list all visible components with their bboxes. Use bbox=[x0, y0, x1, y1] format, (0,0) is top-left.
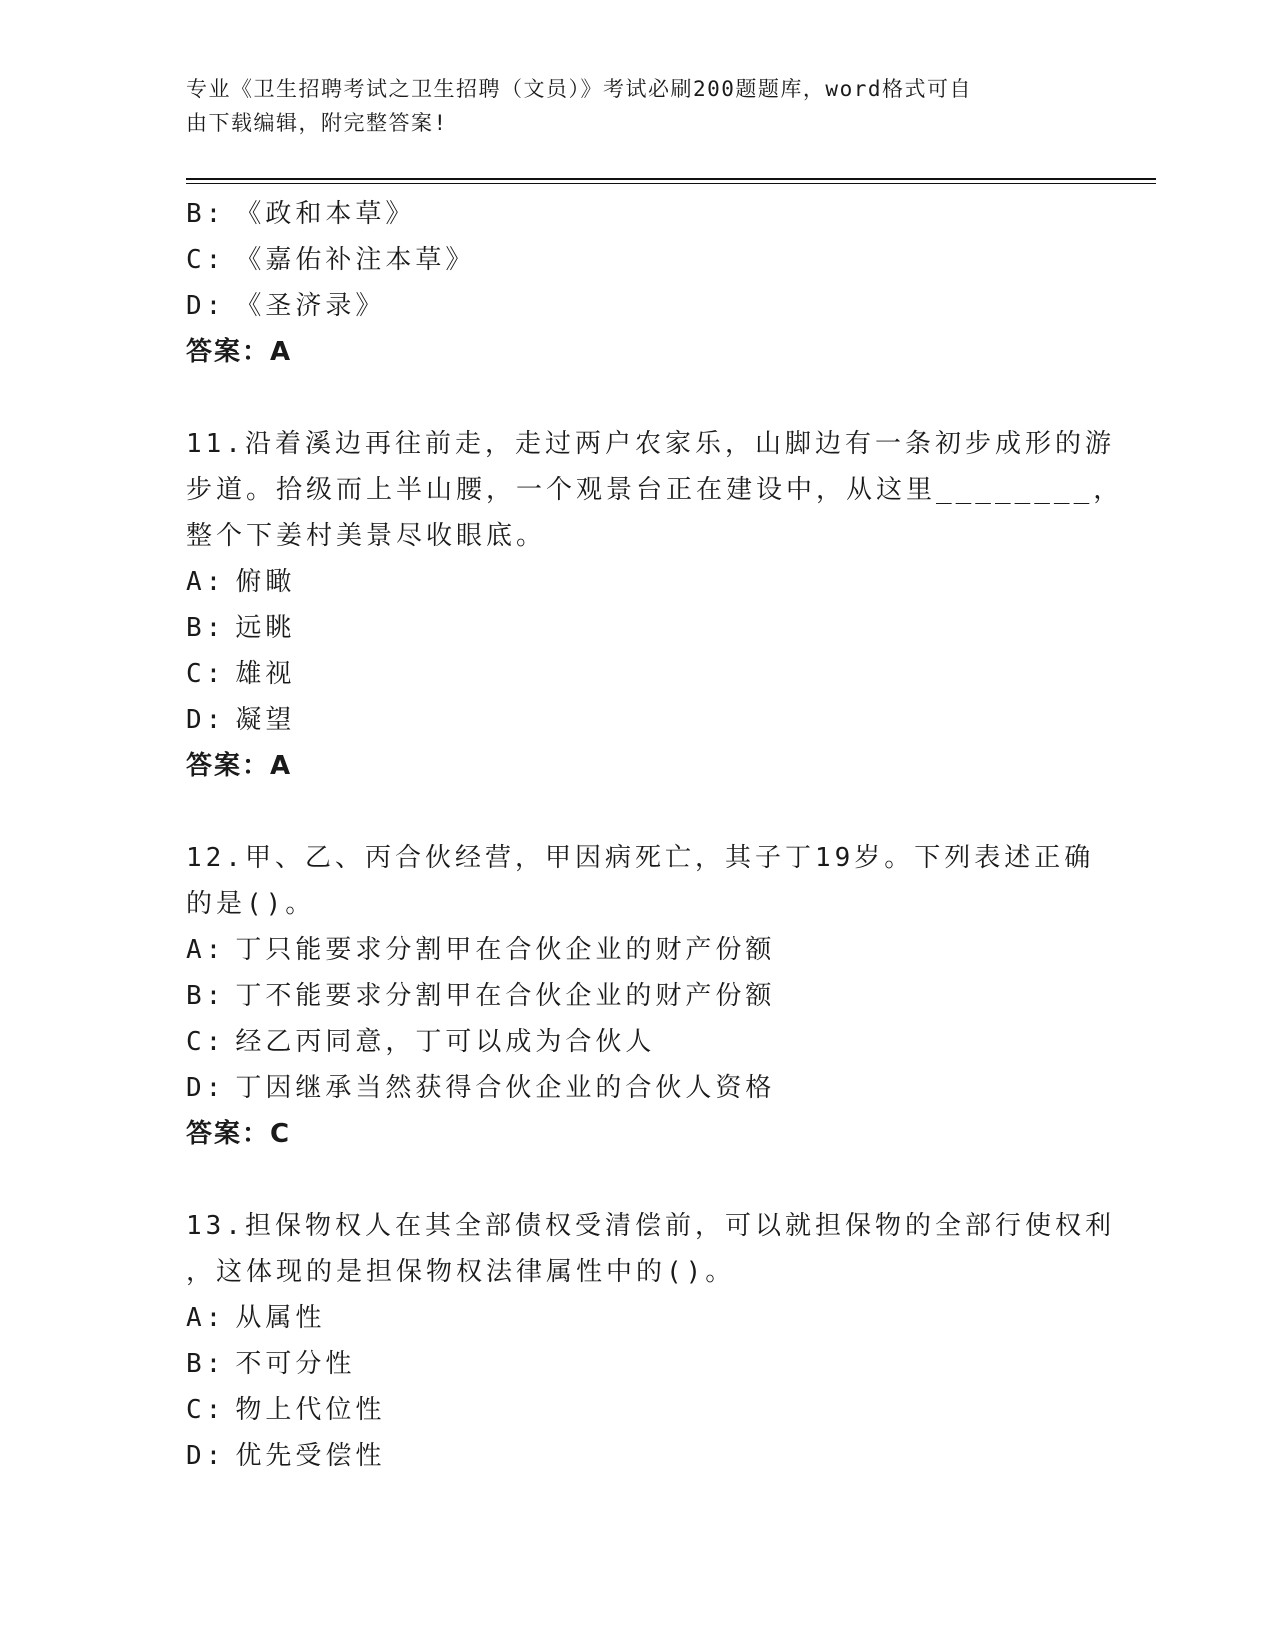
answer-line: 答案：A bbox=[186, 337, 293, 367]
document-body bbox=[186, 191, 1124, 1479]
option-text: 远眺 bbox=[235, 613, 296, 643]
option-letter: D: bbox=[186, 1073, 226, 1103]
option-letter: C: bbox=[186, 1027, 226, 1057]
header-line-1: 专业《卫生招聘考试之卫生招聘（文员）》考试必刷200题题库，word格式可自 bbox=[186, 77, 972, 101]
option-text: 《政和本草》 bbox=[235, 199, 416, 229]
option-text: 不可分性 bbox=[235, 1349, 356, 1379]
option-row bbox=[186, 283, 1086, 329]
option-text: 丁因继承当然获得合伙企业的合伙人资格 bbox=[235, 1073, 776, 1103]
spacer bbox=[186, 1157, 1086, 1203]
question-text-line: 整个下姜村美景尽收眼底。 bbox=[186, 521, 547, 551]
option-row bbox=[186, 191, 1086, 237]
option-letter: B: bbox=[186, 613, 226, 643]
option-text: 丁只能要求分割甲在合伙企业的财产份额 bbox=[235, 935, 776, 965]
option-text: 丁不能要求分割甲在合伙企业的财产份额 bbox=[235, 981, 776, 1011]
option-letter: B: bbox=[186, 1349, 226, 1379]
question-text-line: 13.担保物权人在其全部债权受清偿前，可以就担保物的全部行使权利 bbox=[186, 1211, 1115, 1241]
spacer bbox=[186, 789, 1086, 835]
option-letter: A: bbox=[186, 1303, 226, 1333]
option-row bbox=[186, 1019, 1086, 1065]
option-letter: D: bbox=[186, 1441, 226, 1471]
answer-line: 答案：A bbox=[186, 751, 293, 781]
option-row bbox=[186, 1341, 1086, 1387]
option-letter: C: bbox=[186, 245, 226, 275]
option-row bbox=[186, 651, 1086, 697]
option-row bbox=[186, 559, 1086, 605]
option-letter: D: bbox=[186, 705, 226, 735]
option-text: 优先受偿性 bbox=[235, 1441, 386, 1471]
option-row bbox=[186, 1433, 1086, 1479]
question-text-line: ，这体现的是担保物权法律属性中的()。 bbox=[186, 1257, 736, 1287]
option-row bbox=[186, 1295, 1086, 1341]
option-letter: C: bbox=[186, 659, 226, 689]
option-text: 物上代位性 bbox=[235, 1395, 386, 1425]
option-letter: C: bbox=[186, 1395, 226, 1425]
question-text-line: 12.甲、乙、丙合伙经营，甲因病死亡，其子丁19岁。下列表述正确 bbox=[186, 843, 1095, 873]
option-text: 从属性 bbox=[235, 1303, 326, 1333]
header-line-2: 由下载编辑，附完整答案! bbox=[186, 111, 448, 135]
spacer bbox=[186, 375, 1086, 421]
option-letter: A: bbox=[186, 935, 226, 965]
header-divider-thin bbox=[186, 183, 1156, 184]
option-row bbox=[186, 927, 1086, 973]
option-letter: A: bbox=[186, 567, 226, 597]
question-13 bbox=[186, 1203, 1115, 1479]
option-letter: B: bbox=[186, 199, 226, 229]
question-11 bbox=[186, 421, 1124, 789]
question-text-line: 步道。拾级而上半山腰，一个观景台正在建设中，从这里________， bbox=[186, 475, 1124, 505]
option-text: 俯瞰 bbox=[235, 567, 296, 597]
header-divider-thick bbox=[186, 178, 1156, 180]
option-text: 经乙丙同意，丁可以成为合伙人 bbox=[235, 1027, 656, 1057]
question-text-line: 的是()。 bbox=[186, 889, 316, 919]
option-letter: D: bbox=[186, 291, 226, 321]
document-header bbox=[186, 72, 1066, 140]
option-letter: B: bbox=[186, 981, 226, 1011]
option-row bbox=[186, 697, 1086, 743]
option-text: 凝望 bbox=[235, 705, 296, 735]
option-text: 雄视 bbox=[235, 659, 296, 689]
option-text: 《嘉佑补注本草》 bbox=[235, 245, 476, 275]
option-text: 《圣济录》 bbox=[235, 291, 386, 321]
option-row bbox=[186, 1387, 1086, 1433]
option-row bbox=[186, 237, 1086, 283]
option-row bbox=[186, 605, 1086, 651]
carryover-block bbox=[186, 191, 1086, 375]
answer-line: 答案：C bbox=[186, 1119, 292, 1149]
option-row bbox=[186, 973, 1086, 1019]
question-text-line: 11.沿着溪边再往前走，走过两户农家乐，山脚边有一条初步成形的游 bbox=[186, 429, 1115, 459]
question-12 bbox=[186, 835, 1095, 1157]
option-row bbox=[186, 1065, 1086, 1111]
